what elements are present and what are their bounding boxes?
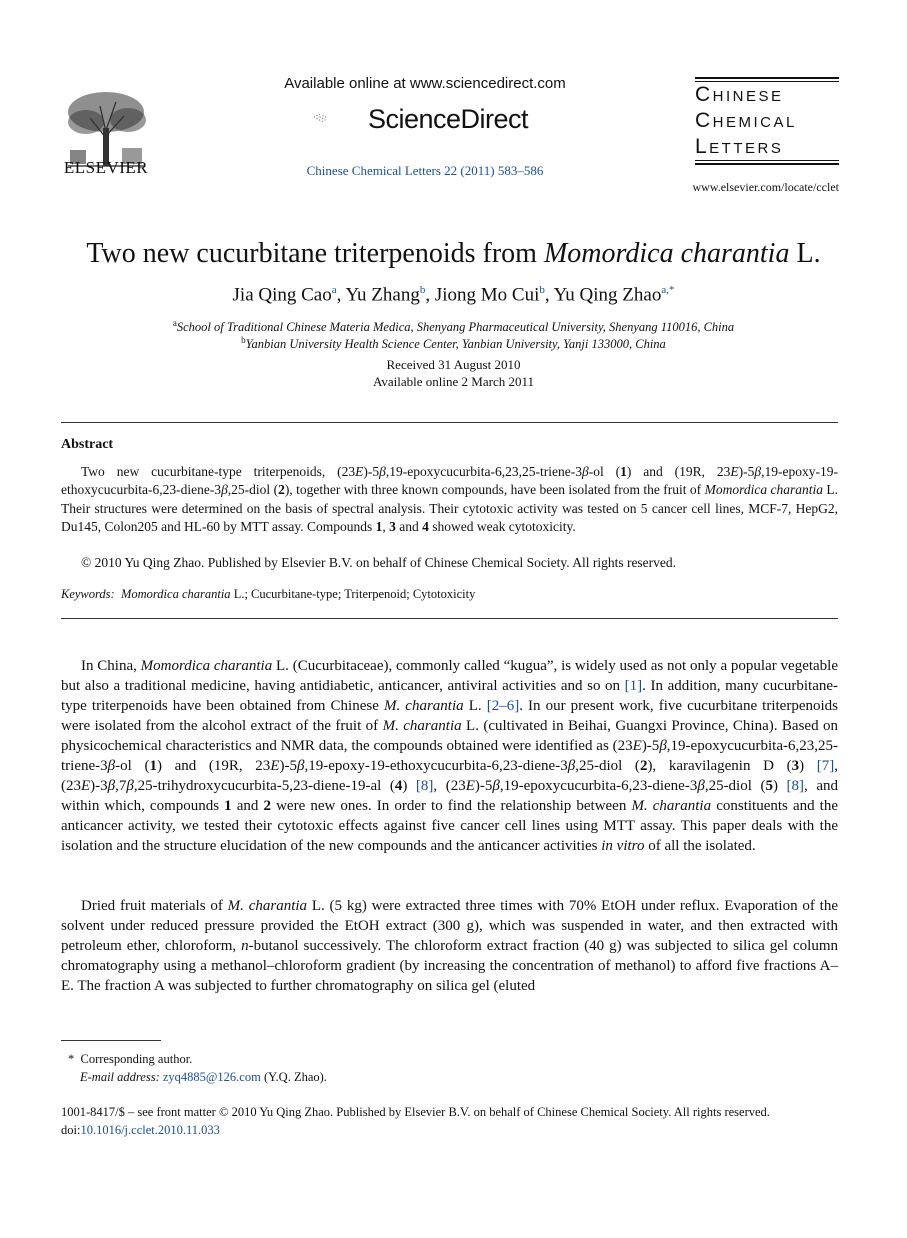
masthead-line: Letters: [695, 135, 784, 158]
email-label: E-mail address:: [80, 1070, 160, 1084]
title-text: Two new cucurbitane triterpenoids from: [86, 238, 544, 269]
email-note: [80, 1070, 327, 1085]
doi-link[interactable]: 10.1016/j.cclet.2010.11.033: [80, 1123, 220, 1137]
citation-link[interactable]: [2–6]: [486, 698, 520, 714]
footnote-rule: [61, 1040, 161, 1041]
article-title: [0, 238, 907, 270]
divider: [61, 618, 838, 619]
citation-link[interactable]: [7]: [816, 758, 835, 774]
journal-citation-link[interactable]: Chinese Chemical Letters 22 (2011) 583–586: [306, 163, 544, 178]
citation-link[interactable]: [8]: [415, 778, 434, 794]
affil-marker: a: [172, 318, 177, 328]
title-species: Momordica charantia: [543, 238, 790, 269]
sciencedirect-wordmark: ScienceDirect: [368, 104, 529, 134]
citation-link[interactable]: [8]: [786, 778, 805, 794]
available-online-text: Available online at www.sciencedirect.com: [284, 75, 566, 92]
keywords-label: Keywords:: [61, 587, 115, 601]
copyright-notice: © 2010 Yu Qing Zhao. Published by Elsevier B.V. on behalf of Chinese Chemical Society. All rights reserved.: [81, 555, 677, 570]
author-name: Yu Qing Zhao: [553, 284, 662, 306]
doi-line: [61, 1123, 838, 1138]
masthead-line: Chemical: [695, 109, 797, 132]
email-link[interactable]: zyq4885@126.com: [162, 1070, 261, 1084]
masthead-rule: [695, 163, 839, 165]
email-suffix: (Y.Q. Zhao).: [263, 1070, 327, 1084]
affil-marker: b: [241, 335, 246, 345]
title-text: L.: [789, 238, 821, 269]
author-affil-link[interactable]: b: [419, 284, 426, 296]
sciencedirect-dots-icon: [312, 98, 372, 138]
masthead-line: Chinese: [695, 83, 784, 106]
author-name: Jia Qing Cao: [232, 284, 332, 306]
body-paragraph: Dried fruit materials of M. charantia L. (5 kg) were extracted three times with 70% EtOH under reflux. Evaporation of the solvent under reduced pressure provided the EtOH extract (300 g), which was suspended in water, and then extracted with petroleum ether, chloroform, n-butanol successively. The chloroform extract fraction (40 g) was subjected to silica gel column chromatography using a methanol–chloroform gradient (by increasing the concentration of methanol) to afford five fractions A–E. The fraction A was subjected to further chromatography on silica gel (eluted: [61, 898, 838, 994]
citation-link[interactable]: [1]: [624, 678, 643, 694]
author-name: Jiong Mo Cui: [434, 284, 540, 306]
publisher-wordmark: ELSEVIER: [63, 158, 149, 177]
keyword-species: Momordica charantia: [120, 587, 231, 601]
available-date: Available online 2 March 2011: [372, 374, 534, 389]
author-name: Yu Zhang: [345, 284, 420, 306]
author-affil-link[interactable]: b: [539, 284, 545, 296]
divider: [61, 422, 838, 423]
keywords-list: L.; Cucurbitane-type; Triterpenoid; Cytotoxicity: [233, 587, 476, 601]
keywords: [61, 587, 838, 602]
affil-text: Yanbian University Health Science Center, Yanbian University, Yanji 133000, China: [245, 337, 666, 352]
affiliation: [0, 318, 907, 335]
affil-text: School of Traditional Chinese Materia Medica, Shenyang Pharmaceutical University, Shenyang 110016, China: [176, 320, 735, 335]
corresponding-note: * Corresponding author.: [68, 1052, 193, 1066]
author-list: Jia Qing Cao$^a$, Yu Zhang$^b$, Jiong Mo Cui$^b$, Yu Qing Zhao$^{a,*}$: [232, 284, 675, 306]
author-affil-link[interactable]: a,*: [661, 284, 675, 296]
doi-label: doi:: [61, 1123, 81, 1137]
body-paragraph: In China, Momordica charantia L. (Cucurbitaceae), commonly called “kugua”, is widely used as not only a popular vegetable but also a traditional medicine, having antidiabetic, anticancer, antiviral activities and so on [1]. In addition, many cucurbitane-type triterpenoids have been obtained from Chinese M. charantia L. [2–6]. In our present work, five cucurbitane triterpenoids were isolated from the alcohol extract of the fruit of M. charantia L. (cultivated in Beihai, Guangxi Province, China). Based on physicochemical characteristics and NMR data, the compounds obtained were identified as (23E)-5β,19-epoxycucurbita-6,23,25-triene-3β-ol (1) and (19R, 23E)-5β,19-epoxy-19-ethoxycucurbita-6,23-diene-3β,25-diol (2), karavilagenin D (3) [7], (23E)-3β,7β,25-trihydroxycucurbita-5,23-diene-19-al (4) [8], (23E)-5β,19-epoxycucurbita-6,23-diene-3β,25-diol (5) [8], and within which, compounds 1 and 2 were new ones. In order to find the relationship between M. charantia constituents and the anticancer activity, we tested their cytotoxic effects against five cancer cell lines using MTT assay. This paper deals with the isolation and the structure elucidation of the new compounds and the anticancer activities in vitro of all the isolated.: [61, 658, 839, 854]
corresponding-text: Corresponding author.: [80, 1052, 193, 1066]
abstract-heading: Abstract: [61, 437, 114, 452]
author-affil-link[interactable]: a: [331, 284, 337, 296]
affiliation: [0, 335, 907, 352]
issn-line: 1001-8417/$ – see front matter © 2010 Yu Qing Zhao. Published by Elsevier B.V. on behalf of Chinese Chemical Society. All rights reserved.: [61, 1105, 770, 1119]
journal-masthead: [695, 77, 839, 165]
journal-url-link[interactable]: www.elsevier.com/locate/cclet: [692, 180, 839, 194]
abstract-text: Two new cucurbitane-type triterpenoids, (23E)-5β,19-epoxycucurbita-6,23,25-triene-3β-ol (1) and (19R, 23E)-5β,19-epoxy-19-ethoxycucurbita-6,23-diene-3β,25-diol (2), together with three known compounds, have been isolated from the fruit of Momordica charantia L. Their structures were determined on the basis of spectral analysis. Their cytotoxic activity was tested on 5 cancer cell lines, MCF-7, HepG2, Du145, Colon205 and HL-60 by MTT assay. Compounds 1, 3 and 4 showed weak cytotoxicity.: [61, 464, 838, 534]
received-date: Received 31 August 2010: [386, 357, 521, 372]
